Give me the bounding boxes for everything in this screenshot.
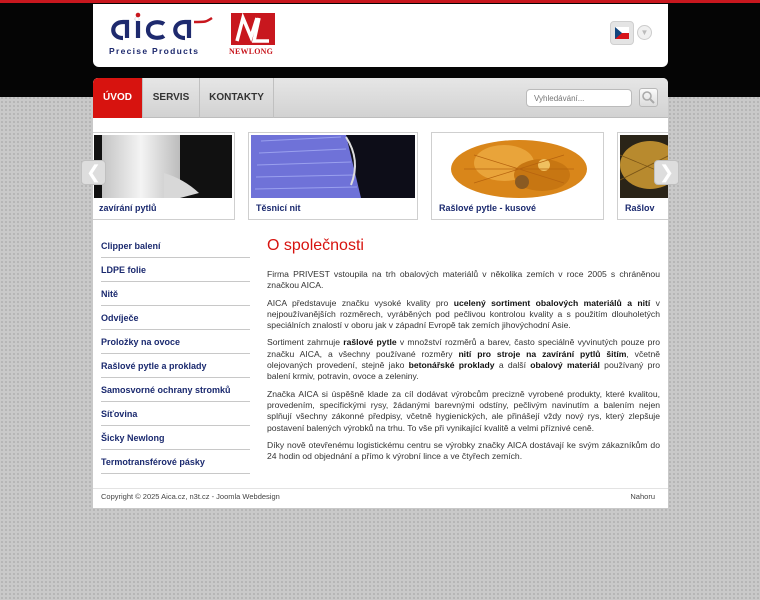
sidebar-item-clipper[interactable]: Clipper balení — [101, 234, 250, 258]
product-slider — [93, 128, 668, 221]
aica-wordmark — [106, 12, 218, 46]
sidebar-item-samosvorne[interactable]: Samosvorné ochrany stromků — [101, 378, 250, 402]
slide-caption: zavírání pytlů — [99, 203, 157, 213]
category-sidebar — [101, 234, 250, 474]
sidebar-item-termotransfer[interactable]: Termotransférové pásky — [101, 450, 250, 474]
chevron-left-icon: ❮ — [85, 162, 102, 182]
top-accent-line — [0, 0, 760, 3]
slider-prev-button[interactable] — [81, 160, 106, 185]
slide-photo — [94, 135, 232, 198]
article-paragraph: Sortiment zahrnuje rašlové pytle v množství rozměrů a barev, často speciálně vyvinutých pouze pro značku AICA, a všechny používané rozměry nití pro stroje na zavírání pytlů šitím, včetně olejovaných provedení, stejně jako betonářské proklady a další obalový materiál používaný pro balení krmiv, potravin, ovoce a zeleniny. — [267, 337, 661, 382]
slider-next-button[interactable] — [654, 160, 679, 185]
aica-logo[interactable] — [106, 12, 218, 58]
sidebar-item-sitovina[interactable]: Síťovina — [101, 402, 250, 426]
slide-caption: Těsnicí nit — [256, 203, 301, 213]
main-panel — [93, 78, 668, 508]
slide-photo — [251, 135, 415, 198]
sidebar-item-sicky[interactable]: Šicky Newlong — [101, 426, 250, 450]
nav-uvod[interactable]: ÚVOD — [93, 78, 143, 118]
newlong-emblem-icon — [229, 13, 277, 45]
chevron-right-icon: ❯ — [658, 162, 675, 182]
sidebar-item-raslove[interactable]: Rašlové pytle a proklady — [101, 354, 250, 378]
sidebar-item-nite[interactable]: Nitě — [101, 282, 250, 306]
chevron-down-icon[interactable]: ▼ — [637, 25, 652, 40]
page-title: O společnosti — [267, 237, 364, 254]
slide-caption: Rašlov — [625, 203, 655, 213]
article-paragraph: Značka AICA si úspěšně klade za cíl dodávat výrobcům precizně vyrobené produkty, které kvalitou, provedením, specifickými rysy, žádanými barevnými odstíny, pečlivým navinutím a balením nejen splňují všechny zákonné předpisy, včetně hygienických, ale přinášejí vždy nový rys, který zlepšuje postavení balených výrobků na trhu. To vše při vynikající kvalitě a velmi příznivé ceně. — [267, 388, 660, 433]
slide-item[interactable] — [93, 132, 235, 220]
slide-caption: Rašlové pytle - kusové — [439, 203, 537, 213]
back-to-top-link[interactable]: Nahoru — [630, 492, 655, 501]
site-header — [93, 4, 668, 67]
article-paragraph: AICA představuje značku vysoké kvality pro ucelený sortiment obalových materiálů a nití v nejpoužívanějších rozměrech, vyráběných pod pečlivou kontrolou kvality a s použitím dlouholetých speciálních znalostí v oboru jak v západní Evropě tak zemích jihovýchodní Asie. — [267, 297, 660, 331]
search-icon — [640, 89, 657, 106]
main-nav — [93, 78, 668, 118]
article-paragraph: Firma PRIVEST vstoupila na trh obalových materiálů v několika zemích v roce 2005 s chráněnou značkou AICA. — [267, 269, 660, 291]
newlong-wordmark: NEWLONG — [229, 47, 274, 56]
slide-image — [251, 135, 415, 198]
slide-item[interactable] — [431, 132, 604, 220]
article — [267, 237, 660, 468]
footer — [93, 488, 668, 508]
sidebar-item-ldpe[interactable]: LDPE folie — [101, 258, 250, 282]
czech-flag-icon — [615, 27, 629, 39]
language-switcher[interactable] — [610, 21, 634, 45]
newlong-logo[interactable] — [229, 13, 277, 57]
sidebar-item-prolozky[interactable]: Proložky na ovoce — [101, 330, 250, 354]
search-input[interactable] — [526, 89, 632, 107]
slide-image — [434, 135, 601, 198]
article-paragraph: Díky nově otevřenému logistickému centru se výrobky značky AICA dostávají ke svým zákazníkům do 24 hodin od objednání a přímo k výrobní lince a ve čtyřech zemích. — [267, 439, 660, 462]
brand-tagline: Precise Products — [109, 46, 200, 56]
slide-item[interactable] — [248, 132, 418, 220]
nav-kontakty[interactable]: KONTAKTY — [200, 78, 274, 118]
slide-photo — [434, 135, 601, 198]
slide-image — [94, 135, 232, 198]
copyright-text: Copyright © 2025 Aica.cz, n3t.cz - Joomla Webdesign — [101, 492, 280, 501]
search-button[interactable] — [639, 88, 658, 107]
sidebar-item-odvijece[interactable]: Odvíječe — [101, 306, 250, 330]
nav-servis[interactable]: SERVIS — [143, 78, 200, 118]
